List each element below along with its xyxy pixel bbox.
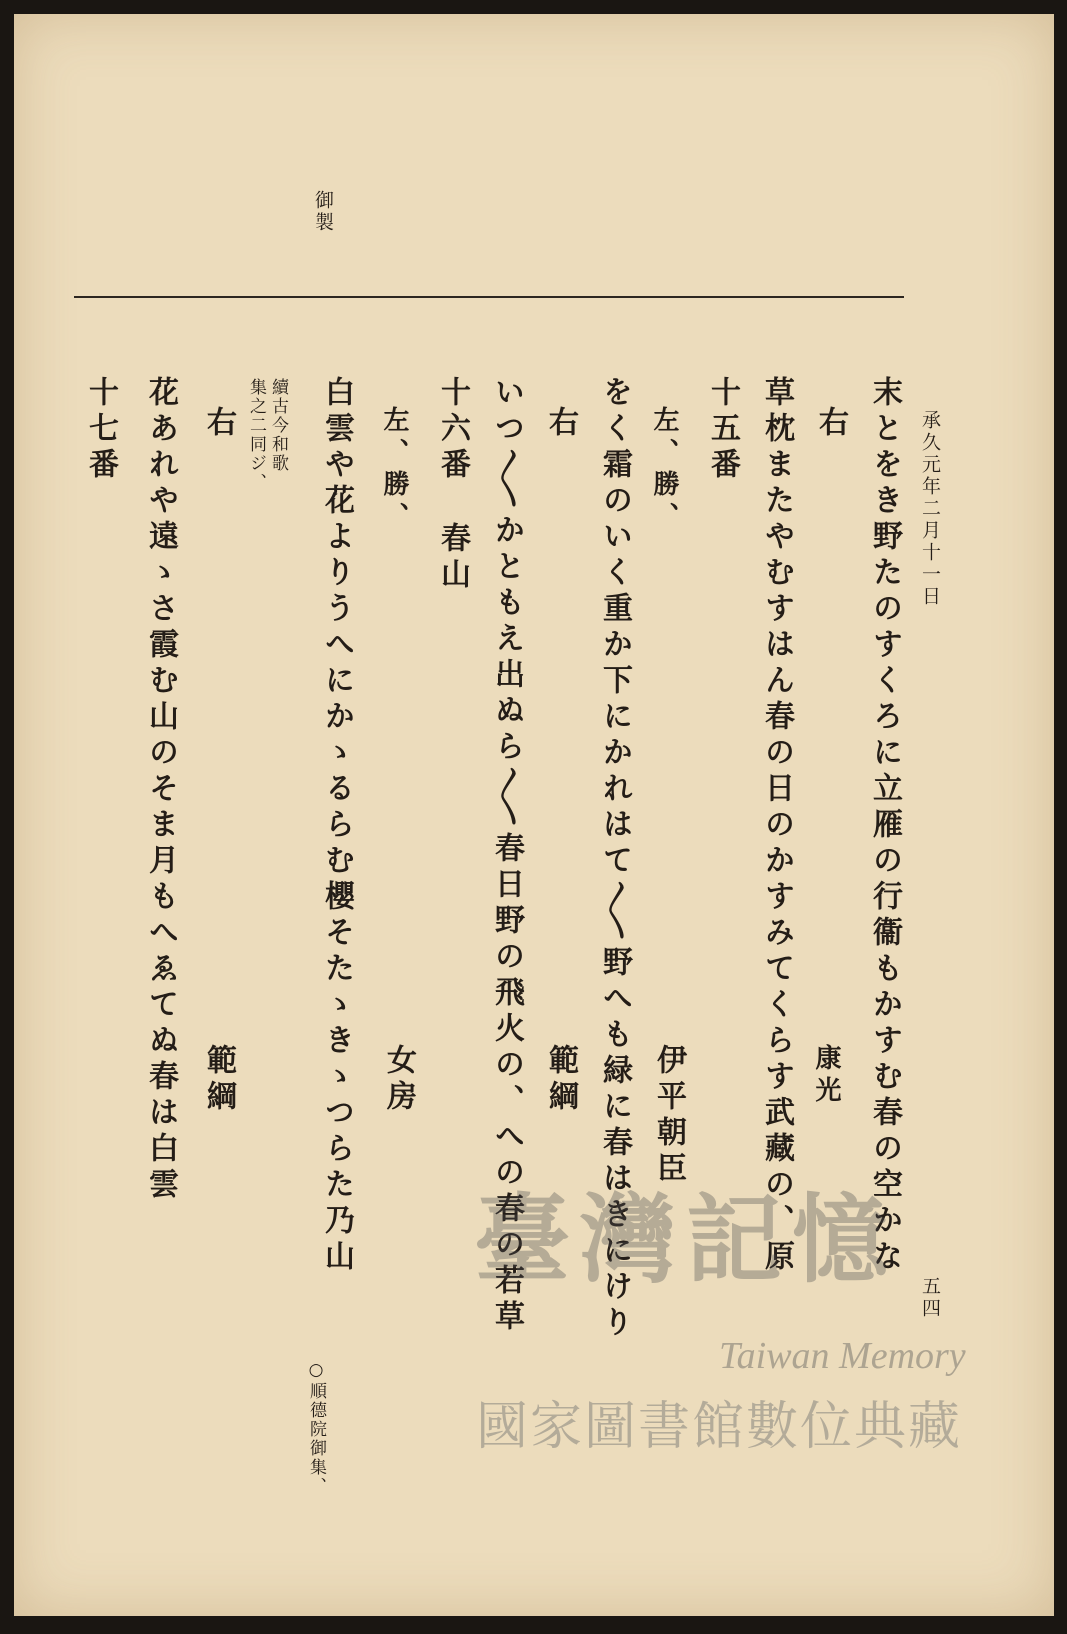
date-line: 承久元年二月十一日 [919, 410, 941, 608]
source-note: ○順德院御集、 [306, 1360, 326, 1496]
round-heading-16: 十六番 [435, 376, 470, 484]
author-yasumitsu: 康光 [811, 1044, 841, 1108]
watermark-latin: Taiwan Memory [719, 1335, 966, 1377]
collection-note-b: 集之二同ジ、 [246, 378, 266, 492]
header-rule [74, 296, 904, 298]
round-heading-15: 十五番 [705, 376, 740, 484]
poem-line-5: 白雲や花よりうへにかゝるらむ櫻そたゝきゝつらた乃山 [319, 376, 354, 1276]
document-page [14, 14, 1054, 1616]
round-heading-17: 十七番 [83, 376, 118, 484]
topic-spring-mountain: 春山 [435, 522, 470, 594]
poem-line-6: 花あれや遠ゝさ霞む山のそま月もへゑてぬ春は白雲 [143, 376, 178, 1204]
author-noritsuna: 範綱 [543, 1044, 578, 1116]
running-head: 御製 [312, 190, 334, 234]
entry-label-right: 右 [813, 406, 848, 442]
poem-line-3: をく霜のいく重か下にかれはて〳〵野へも緑に春はきにけり [597, 376, 632, 1342]
author-korehira: 伊平朝臣 [651, 1044, 686, 1188]
author-nyobo: 女房 [381, 1044, 416, 1116]
author-noritsuna: 範綱 [201, 1044, 236, 1116]
watermark-calligraphy: 臺灣記憶 [474, 1183, 898, 1296]
page-number: 五四 [919, 1276, 941, 1320]
entry-label-left-win: 左、勝、 [379, 406, 409, 534]
entry-label-left-win: 左、勝、 [649, 406, 679, 534]
entry-label-right: 右 [201, 406, 236, 442]
collection-note-a: 續古今和歌 [268, 378, 288, 473]
entry-label-right: 右 [543, 406, 578, 442]
poem-line-1: 末とをき野たのすくろに立雁の行衞もかすむ春の空かな [867, 376, 902, 1276]
poem-line-2: 草枕またやむすはん春の日のかすみてくらす武藏の、原 [759, 376, 794, 1276]
watermark-library: 國家圖書館數位典藏 [476, 1397, 963, 1457]
poem-line-4: いつ〳〵かともえ出ぬら〳〵春日野の飛火の、への春の若草 [489, 376, 524, 1336]
